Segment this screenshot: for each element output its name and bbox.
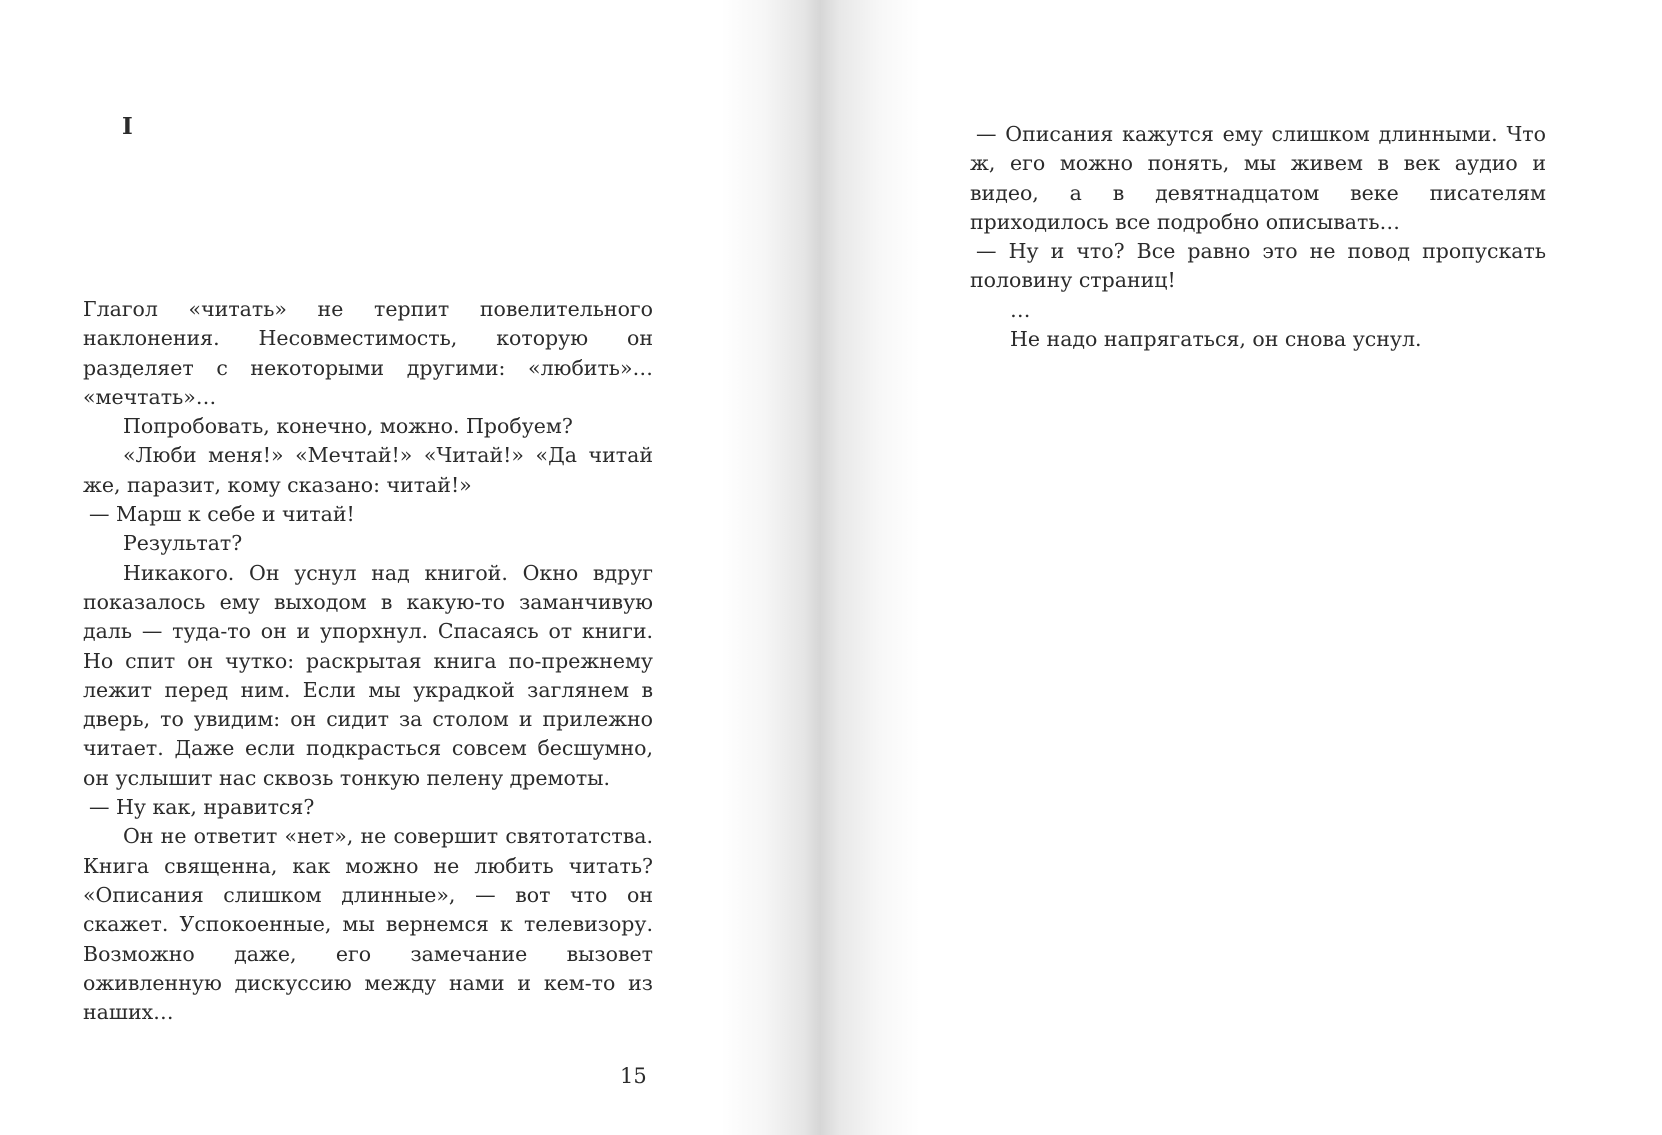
paragraph: Никакого. Он уснул над книгой. Окно вдруг показалось ему выходом в какую-то заманчивую даль — туда-то он и упорхнул. Спасаясь от книги. Но спит он чутко: раскрытая книга по-прежнему лежит перед ним. Если мы украдкой заглянем в дверь, то увидим: он сидит за столом и прилежно читает. Даже если подкрасться совсем бесшумно, он услышит нас сквозь тонкую пелену дремоты. (83, 560, 653, 790)
paragraph: Попробовать, конечно, можно. Пробуем? (123, 414, 573, 439)
paragraph: Глагол «читать» не терпит повелительного наклонения. Несовместимость, которую он разделяет с некоторыми другими: «любить»… «мечтать»… (83, 297, 653, 409)
left-page-text (83, 295, 653, 1027)
page-number: 15 (620, 1064, 647, 1088)
paragraph: Он не ответит «нет», не совершит святотатства. Книга священна, как можно не любить читать? «Описания слишком длинные», — вот что он скажет. Успокоенные, мы вернемся к телевизору. Возможно даже, его замечание вызовет оживленную дискуссию между нами и кем-то из наших… (83, 824, 653, 1025)
left-page (0, 0, 720, 1135)
right-page (900, 0, 1662, 1135)
paragraph: Не надо напрягаться, он снова уснул. (1010, 327, 1422, 352)
paragraph: «Люби меня!» «Мечтай!» «Читай!» «Да читай же, паразит, кому сказано: читай!» (83, 443, 653, 497)
ellipsis-line: … (1010, 297, 1031, 322)
dialogue-line: — Ну и что? Все равно это не повод пропускать половину страниц! (970, 239, 1546, 293)
dialogue-line: — Описания кажутся ему слишком длинными. Что ж, его можно понять, мы живем в век аудио и видео, а в девятнадцатом веке писателям приходилось все подробно описывать… (970, 122, 1546, 234)
book-gutter-shadow (720, 0, 920, 1135)
dialogue-line: — Ну как, нравится? (89, 795, 315, 820)
right-page-text (970, 120, 1546, 354)
paragraph: Результат? (123, 531, 243, 556)
chapter-number: I (122, 113, 133, 140)
dialogue-line: — Марш к себе и читай! (89, 502, 355, 527)
